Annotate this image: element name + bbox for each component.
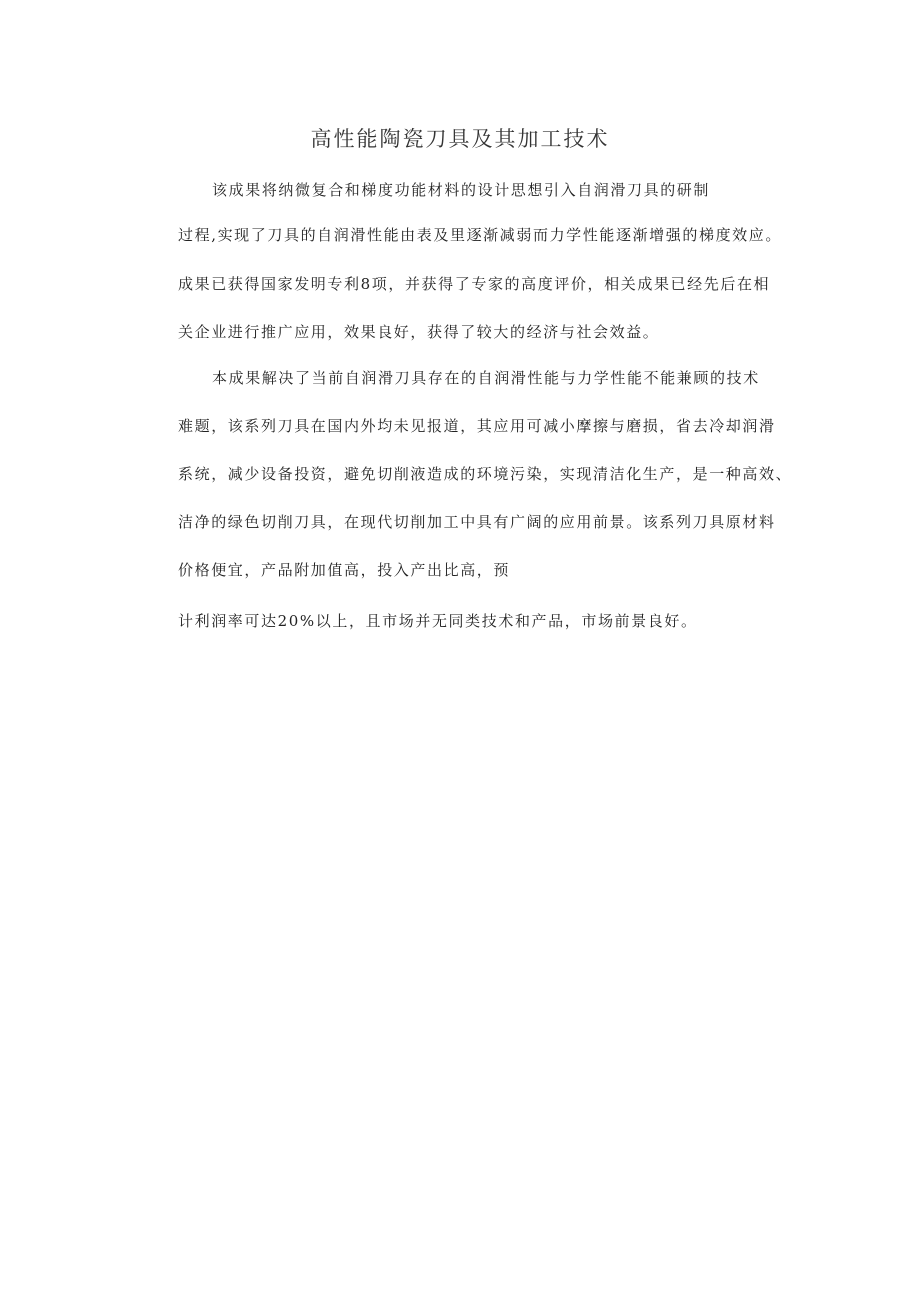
paragraph-2-line-5: 价格便宜，产品附加值高，投入产出比高，预 [178,561,511,579]
paragraph-1-line-3: 成果已获得国家发明专利8项，并获得了专家的高度评价，相关成果已经先后在相 [178,275,771,293]
paragraph-1-line-2: 过程,实现了刀具的自润滑性能由表及里逐渐减弱而力学性能逐渐增强的梯度效应。 [178,226,782,244]
document-title: 高性能陶瓷刀具及其加工技术 [310,127,610,151]
paragraph-2-line-3: 系统，减少设备投资，避免切削液造成的环境污染，实现清洁化生产，是一种高效、 [178,465,793,483]
paragraph-2-line-1: 本成果解决了当前自润滑刀具存在的自润滑性能与力学性能不能兼顾的技术 [212,369,760,387]
paragraph-1-line-4: 关企业进行推广应用，效果良好，获得了较大的经济与社会效益。 [178,323,660,341]
paragraph-2-line-6: 计利润率可达20%以上，且市场并无同类技术和产品，市场前景良好。 [178,612,698,630]
paragraph-2-line-2: 难题，该系列刀具在国内外均未见报道，其应用可减小摩擦与磨损，省去冷却润滑 [178,417,776,435]
paragraph-1-line-1: 该成果将纳微复合和梯度功能材料的设计思想引入自润滑刀具的研制 [212,181,711,199]
paragraph-2-line-4: 洁净的绿色切削刀具，在现代切削加工中具有广阔的应用前景。该系列刀具原材料 [178,513,776,531]
